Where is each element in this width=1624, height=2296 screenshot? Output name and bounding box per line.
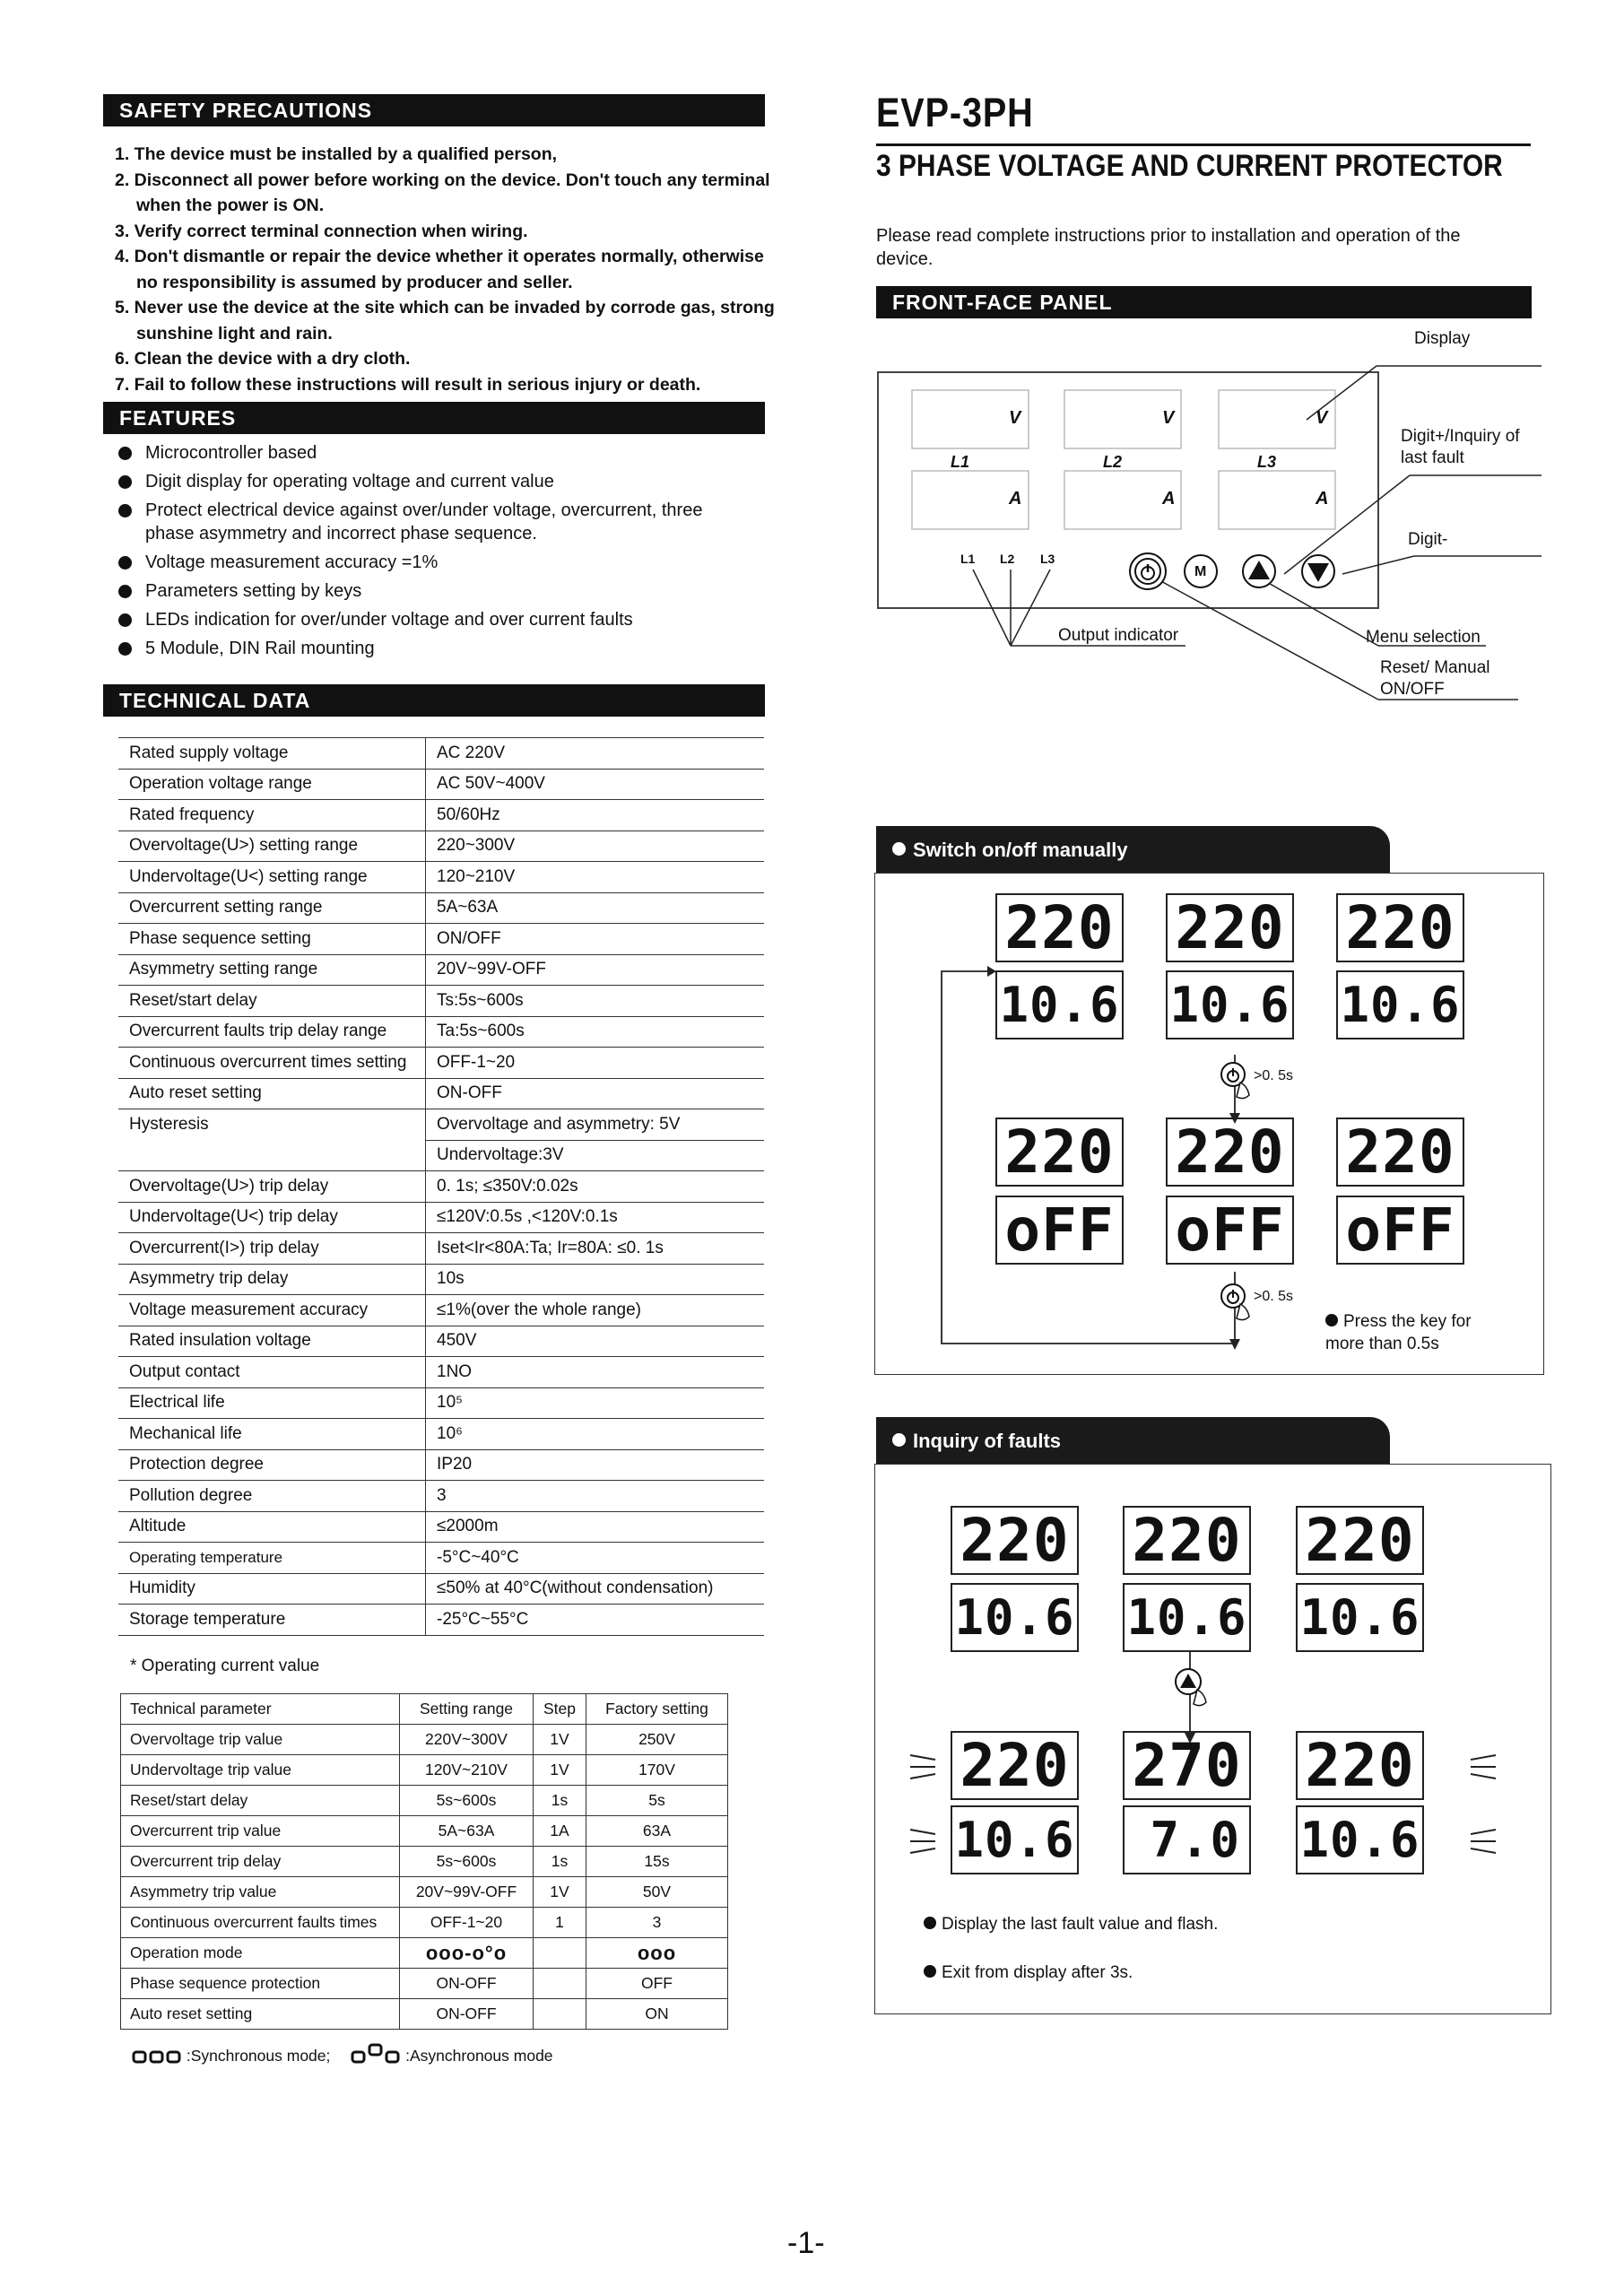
- label-digit-plus: Digit+/Inquiry of last fault: [1401, 427, 1520, 467]
- table-row: Continuous overcurrent faults times OFF-1~20 1 3: [121, 1908, 728, 1938]
- safety-item: 2. Disconnect all power before working on the device. Don't touch any terminal when the power is ON.: [115, 170, 770, 215]
- l3-voltage-unit: V: [1316, 408, 1328, 428]
- safety-item: 1. The device must be installed by a qualified person,: [115, 144, 558, 164]
- panel-heading: FRONT-FACE PANEL: [876, 286, 1532, 318]
- table-row: Humidity ≤50% at 40°C(without condensation): [118, 1573, 764, 1605]
- feature-item: Digit display for operating voltage and current value: [118, 470, 746, 493]
- bullet-icon: [924, 1917, 936, 1929]
- lcd-current: 7.0: [1123, 1805, 1251, 1874]
- table-row: Auto reset setting ON-OFF ON: [121, 1999, 728, 2030]
- lcd-state: oFF: [995, 1196, 1124, 1265]
- led-label-l2: L2: [1000, 552, 1015, 566]
- table-row: Rated insulation voltage 450V: [118, 1326, 764, 1357]
- table-row: Protection degree IP20: [118, 1449, 764, 1481]
- table-row: Reset/start delay Ts:5s~600s: [118, 986, 764, 1017]
- table-row: Phase sequence setting ON/OFF: [118, 924, 764, 955]
- table-row: Rated supply voltage AC 220V: [118, 738, 764, 770]
- l2-voltage-unit: V: [1162, 408, 1175, 428]
- safety-item: 7. Fail to follow these instructions will result in serious injury or death.: [115, 374, 701, 395]
- mode-legend: [132, 2043, 553, 2066]
- lcd-voltage: 220: [1166, 893, 1294, 962]
- l2-current-unit: A: [1162, 489, 1176, 509]
- table-row: Altitude ≤2000m: [118, 1511, 764, 1543]
- lcd-voltage: 270: [1123, 1731, 1251, 1800]
- switch-section-tab: [876, 826, 1390, 876]
- phase-label-l2: L2: [1103, 453, 1123, 471]
- table-row: Mechanical life 10⁶: [118, 1419, 764, 1450]
- table-row: Storage temperature -25°C~55°C: [118, 1605, 764, 1636]
- table-row: Phase sequence protection ON-OFF OFF: [121, 1969, 728, 1999]
- lcd-voltage: 220: [1336, 1118, 1464, 1187]
- table-row: Undervoltage trip value 120V~210V 1V 170V: [121, 1755, 728, 1786]
- table-row: Overcurrent trip delay 5s~600s 1s 15s: [121, 1847, 728, 1877]
- up-key-icon[interactable]: [1243, 555, 1275, 587]
- bullet-icon: [892, 1433, 906, 1447]
- lcd-voltage: 220: [995, 1118, 1124, 1187]
- feature-item: Microcontroller based: [118, 441, 746, 465]
- lcd-voltage: 220: [1296, 1506, 1424, 1575]
- down-key-icon[interactable]: [1302, 555, 1334, 587]
- product-subtitle: 3 PHASE VOLTAGE AND CURRENT PROTECTOR: [876, 149, 1503, 183]
- l1-current-unit: A: [1009, 489, 1022, 509]
- feature-item: Protect electrical device against over/under voltage, overcurrent, three phase asymmetry and incorrect phase sequence.: [118, 499, 719, 545]
- features-heading: FEATURES: [103, 402, 765, 434]
- features-list: [118, 441, 746, 665]
- title-rule: [876, 144, 1531, 146]
- lcd-voltage: 220: [1336, 893, 1464, 962]
- table-row: Overcurrent trip value 5A~63A 1A 63A: [121, 1816, 728, 1847]
- synchronous-mode-icon: [132, 2047, 182, 2065]
- feature-item: Parameters setting by keys: [118, 579, 746, 603]
- faults-caption-1: Display the last fault value and flash.: [924, 1913, 1218, 1935]
- feature-item: 5 Module, DIN Rail mounting: [118, 637, 746, 660]
- table-row: Electrical life 10⁵: [118, 1387, 764, 1419]
- bullet-icon: [892, 842, 906, 856]
- table-row: Reset/start delay 5s~600s 1s 5s: [121, 1786, 728, 1816]
- table-row: Voltage measurement accuracy ≤1%(over the whole range): [118, 1295, 764, 1326]
- faults-section-tab: [876, 1417, 1390, 1467]
- table-row: Asymmetry trip value 20V~99V-OFF 1V 50V: [121, 1877, 728, 1908]
- table-row: Asymmetry trip delay 10s: [118, 1264, 764, 1295]
- lcd-current: 10.6: [1166, 970, 1294, 1039]
- page-number: -1-: [787, 2226, 825, 2260]
- label-digit-minus: Digit-: [1408, 530, 1448, 549]
- table-row: Operating temperature -5°C~40°C: [118, 1543, 764, 1574]
- power-key-icon[interactable]: [1130, 553, 1166, 589]
- table-row: Overvoltage(U>) setting range 220~300V: [118, 831, 764, 862]
- faults-section-title: Inquiry of faults: [913, 1430, 1061, 1452]
- legend-sync-text: :Synchronous mode;: [186, 2047, 331, 2065]
- switch-caption: Press the key for more than 0.5s: [1325, 1312, 1472, 1353]
- table-row: Overcurrent faults trip delay range Ta:5s~600s: [118, 1016, 764, 1048]
- lcd-voltage: 220: [1296, 1731, 1424, 1800]
- asynchronous-mode-icon: [351, 2043, 401, 2065]
- led-label-l3: L3: [1040, 552, 1055, 566]
- bullet-icon: [924, 1965, 936, 1978]
- table-row: Output contact 1NO: [118, 1357, 764, 1388]
- l1-voltage-unit: V: [1009, 408, 1021, 428]
- table-row: Continuous overcurrent times setting OFF-1~20: [118, 1048, 764, 1079]
- lcd-voltage: 220: [1123, 1506, 1251, 1575]
- lcd-voltage: 220: [951, 1506, 1079, 1575]
- table-row: Overvoltage(U>) trip delay 0. 1s; ≤350V:0.02s: [118, 1171, 764, 1203]
- led-label-l1: L1: [960, 552, 976, 566]
- legend-async-text: :Asynchronous mode: [405, 2047, 553, 2065]
- label-reset: Reset/ Manual ON/OFF: [1380, 658, 1490, 699]
- safety-list: [115, 142, 778, 397]
- press-time-label: >0. 5s: [1254, 1289, 1294, 1304]
- lcd-current: 10.6: [995, 970, 1124, 1039]
- l3-current-unit: A: [1316, 489, 1329, 509]
- technical-table: [118, 737, 764, 1636]
- safety-item: 4. Don't dismantle or repair the device whether it operates normally, otherwise no responsibility is assumed by producer and seller.: [115, 247, 764, 292]
- model-title: EVP-3PH: [876, 90, 1034, 135]
- up-key-press-icon: [1176, 1669, 1206, 1706]
- lcd-state: oFF: [1166, 1196, 1294, 1265]
- safety-item: 5. Never use the device at the site which can be invaded by corrode gas, strong sunshine light and rain.: [115, 298, 775, 344]
- table-row: Undervoltage(U<) trip delay ≤120V:0.5s ,<120V:0.1s: [118, 1202, 764, 1233]
- table-row: Operation voltage range AC 50V~400V: [118, 769, 764, 800]
- settings-table: [120, 1693, 728, 2030]
- phase-label-l1: L1: [951, 453, 970, 471]
- label-display: Display: [1414, 329, 1471, 348]
- lcd-current: 10.6: [951, 1583, 1079, 1652]
- lcd-current: 10.6: [1296, 1805, 1424, 1874]
- lcd-voltage: 220: [951, 1731, 1079, 1800]
- table-row: Auto reset setting ON-OFF: [118, 1078, 764, 1109]
- press-time-label: >0. 5s: [1254, 1068, 1294, 1083]
- table-row: Overvoltage trip value 220V~300V 1V 250V: [121, 1725, 728, 1755]
- label-output-indicator: Output indicator: [1058, 626, 1179, 645]
- feature-item: Voltage measurement accuracy =1%: [118, 551, 746, 574]
- front-panel-diagram: [876, 332, 1558, 709]
- lcd-current: 10.6: [1296, 1583, 1424, 1652]
- table-row: Asymmetry setting range 20V~99V-OFF: [118, 954, 764, 986]
- switch-section-title: Switch on/off manually: [913, 839, 1128, 861]
- lcd-voltage: 220: [1166, 1118, 1294, 1187]
- lcd-state: oFF: [1336, 1196, 1464, 1265]
- operating-current-note: * Operating current value: [130, 1657, 320, 1675]
- bullet-icon: [1325, 1314, 1338, 1326]
- table-row: Overcurrent setting range 5A~63A: [118, 892, 764, 924]
- feature-item: LEDs indication for over/under voltage and over current faults: [118, 608, 746, 631]
- lcd-current: 10.6: [1123, 1583, 1251, 1652]
- table-row: Pollution degree 3: [118, 1481, 764, 1512]
- safety-item: 3. Verify correct terminal connection when wiring.: [115, 221, 528, 241]
- table-row: Overcurrent(I>) trip delay Iset<Ir<80A:Ta; Ir=80A: ≤0. 1s: [118, 1233, 764, 1265]
- lcd-current: 10.6: [1336, 970, 1464, 1039]
- safety-heading: SAFETY PRECAUTIONS: [103, 94, 765, 126]
- table-row: Undervoltage(U<) setting range 120~210V: [118, 862, 764, 893]
- lcd-voltage: 220: [995, 893, 1124, 962]
- table-row: Operation mode ooo-o°o ooo: [121, 1938, 728, 1969]
- label-menu-selection: Menu selection: [1366, 628, 1481, 647]
- intro-text: Please read complete instructions prior to installation and operation of the device.: [876, 226, 1461, 269]
- menu-key-label: M: [1194, 564, 1207, 579]
- safety-item: 6. Clean the device with a dry cloth.: [115, 349, 411, 369]
- table-row: Undervoltage:3V: [118, 1140, 764, 1171]
- lcd-current: 10.6: [951, 1805, 1079, 1874]
- table-header-row: Technical parameter Setting range Step Factory setting: [121, 1694, 728, 1725]
- technical-heading: TECHNICAL DATA: [103, 684, 765, 717]
- faults-caption-2: Exit from display after 3s.: [924, 1961, 1133, 1984]
- phase-label-l3: L3: [1257, 453, 1277, 471]
- table-row: Rated frequency 50/60Hz: [118, 800, 764, 831]
- table-row: Hysteresis Overvoltage and asymmetry: 5V: [118, 1109, 764, 1141]
